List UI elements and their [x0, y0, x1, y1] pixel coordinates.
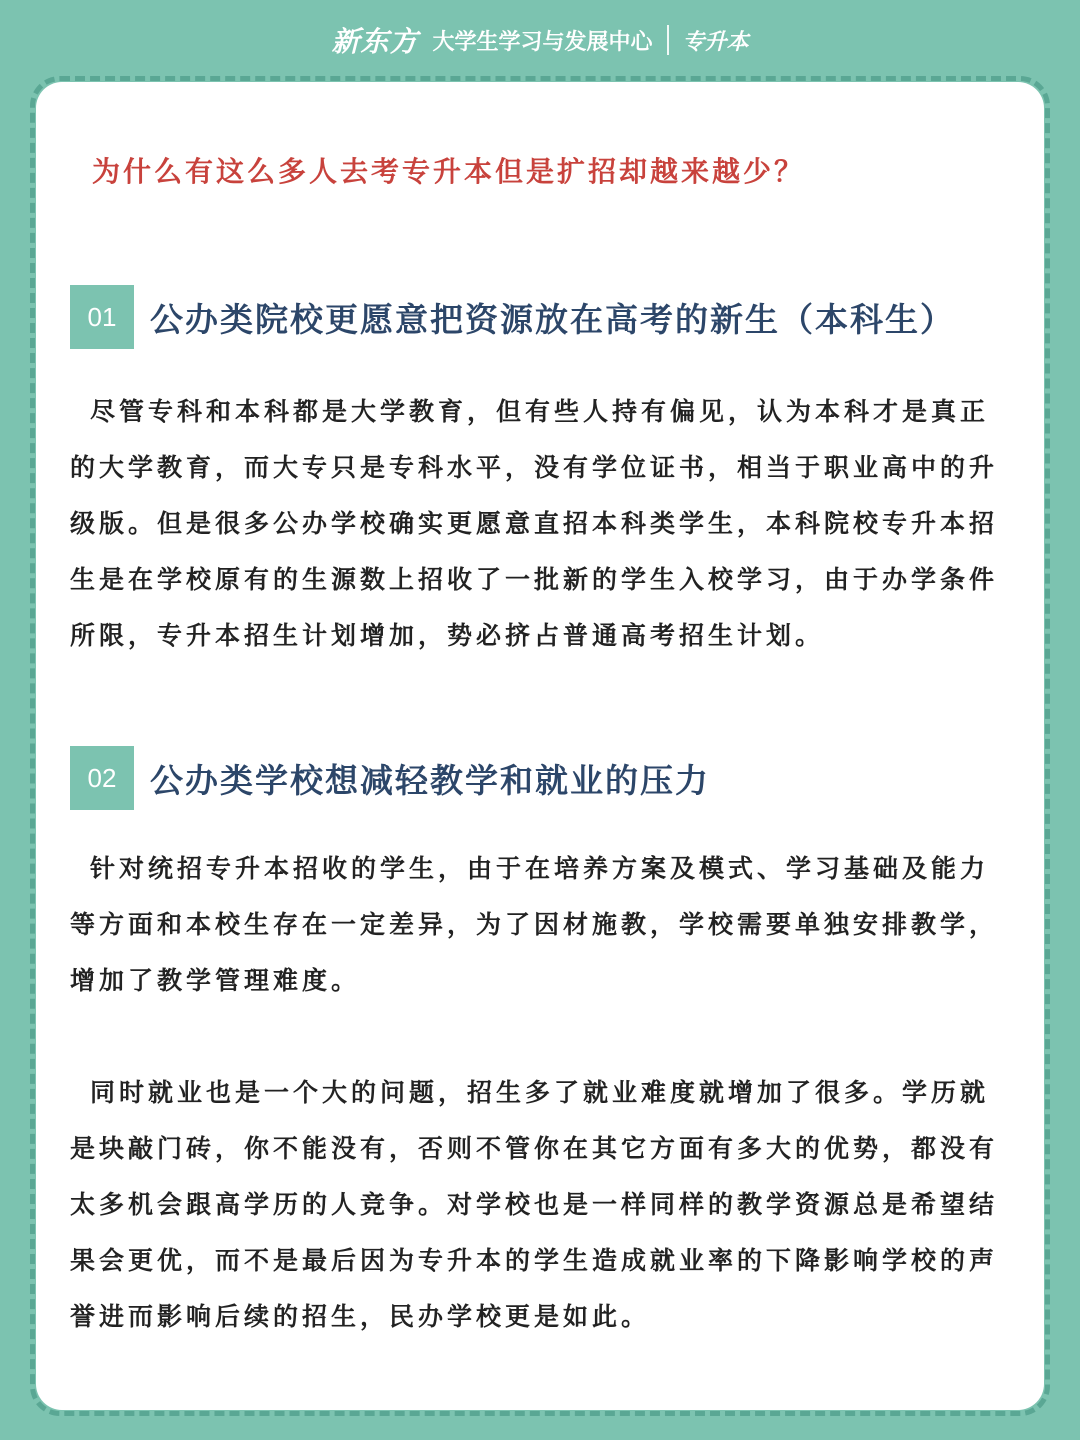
section-number-badge: 02: [70, 746, 134, 810]
section-2-paragraph-2: 同时就业也是一个大的问题，招生多了就业难度就增加了很多。学历就是块敲门砖，你不能没有，否则不管你在其它方面有多大的优势，都没有太多机会跟高学历的人竞争。对学校也是一样同样的教学资源总是希望结果会更优，而不是最后因为专升本的学生造成就业率的下降影响学校的声誉进而影响后续的招生，民办学校更是如此。: [70, 1078, 999, 1331]
brand-logo: 新东方: [331, 25, 419, 58]
brand-center-name: 大学生学习与发展中心: [432, 29, 653, 55]
brand-bar: [0, 0, 1080, 80]
section-1-paragraph: 尽管专科和本科都是大学教育，但有些人持有偏见，认为本科才是真正的大学教育，而大专只是专科水平，没有学位证书，相当于职业高中的升级版。但是很多公办学校确实更愿意直招本科类学生，本科院校专升本招生是在学校原有的生源数上招收了一批新的学生入校学习，由于办学条件所限，专升本招生计划增加，势必挤占普通高考招生计划。: [70, 397, 999, 650]
page-title: 为什么有这么多人去考专升本但是扩招却越来越少？: [92, 155, 806, 188]
section-number-badge: 01: [70, 285, 134, 349]
section-2-paragraph-1: 针对统招专升本招收的学生，由于在培养方案及模式、学习基础及能力等方面和本校生存在一定差异，为了因材施教，学校需要单独安排教学，增加了教学管理难度。: [70, 854, 999, 995]
section-header-2: [70, 746, 710, 810]
brand-tag: 专升本: [682, 29, 749, 55]
section-heading: 公办类院校更愿意把资源放在高考的新生（本科生）: [150, 299, 955, 339]
section-heading: 公办类学校想减轻教学和就业的压力: [150, 760, 710, 800]
brand-divider: [667, 25, 669, 55]
section-header-1: [70, 285, 955, 349]
